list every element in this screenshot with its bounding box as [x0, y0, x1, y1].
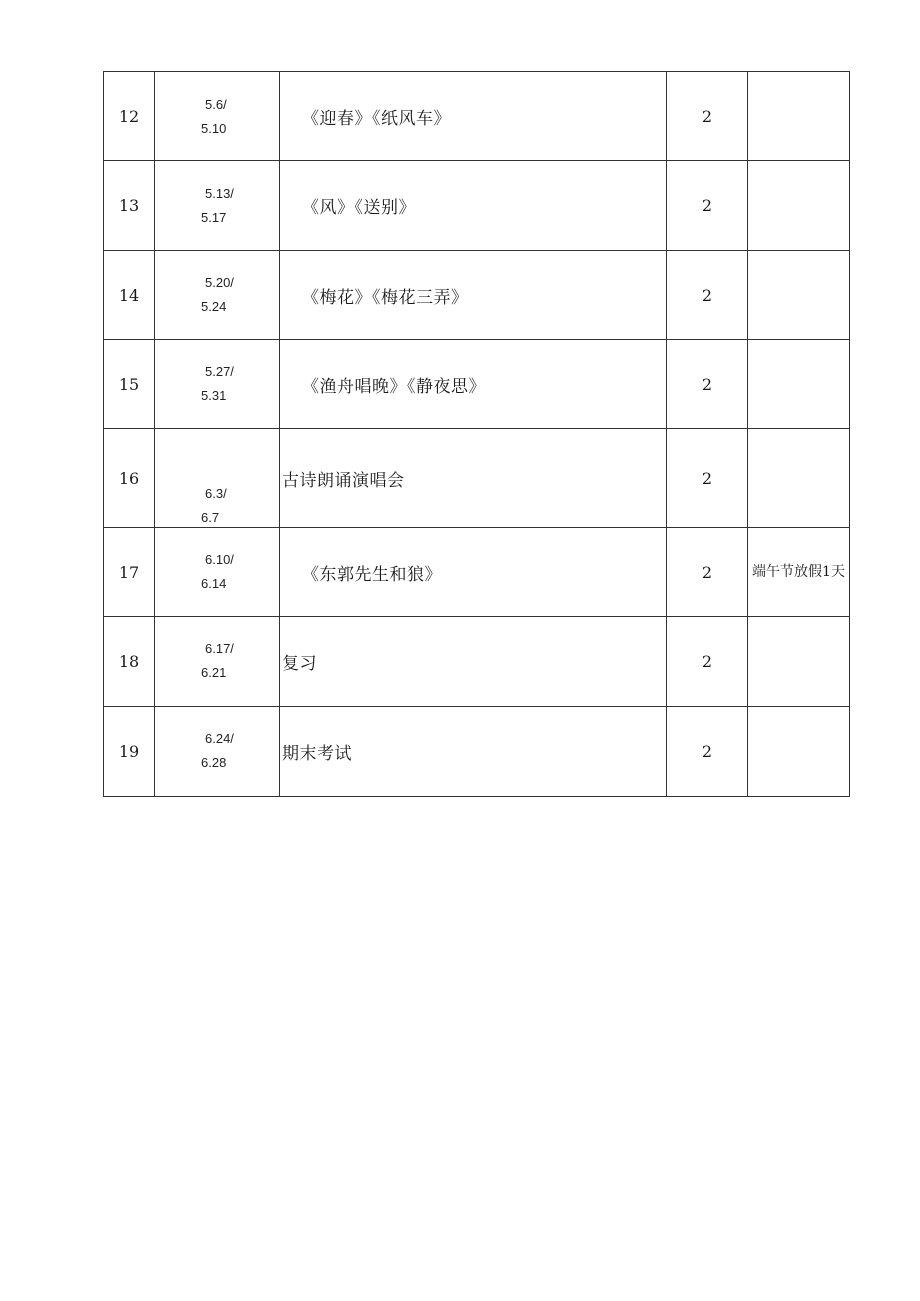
table-row — [104, 528, 850, 617]
week-number: 15 — [104, 340, 155, 429]
date-start: 6.24/ — [205, 731, 234, 746]
date-range — [155, 429, 280, 528]
week-number: 14 — [104, 251, 155, 340]
date-range — [155, 528, 280, 617]
lesson-note — [748, 707, 850, 797]
table-row — [104, 707, 850, 797]
date-end: 6.14 — [201, 576, 227, 591]
date-start: 6.10/ — [205, 552, 234, 567]
date-start: 6.3/ — [205, 486, 227, 501]
lesson-note — [748, 340, 850, 429]
date-start: 5.13/ — [205, 186, 234, 201]
lesson-content: 期末考试 — [280, 707, 667, 797]
week-number: 16 — [104, 429, 155, 528]
date-range — [155, 707, 280, 797]
table-row — [104, 429, 850, 528]
date-start: 5.6/ — [205, 97, 227, 112]
lesson-note — [748, 617, 850, 707]
date-start: 5.27/ — [205, 364, 234, 379]
date-range — [155, 617, 280, 707]
date-range — [155, 251, 280, 340]
week-number: 12 — [104, 72, 155, 161]
lesson-content: 《梅花》《梅花三弄》 — [280, 251, 667, 340]
lesson-content: 《迎春》《纸风车》 — [280, 72, 667, 161]
week-number: 13 — [104, 161, 155, 251]
date-end: 6.7 — [201, 510, 220, 525]
lesson-content: 复习 — [280, 617, 667, 707]
date-range — [155, 72, 280, 161]
lesson-hours: 2 — [667, 528, 748, 617]
week-number: 18 — [104, 617, 155, 707]
date-start: 6.17/ — [205, 641, 234, 656]
date-end: 5.31 — [201, 388, 227, 403]
lesson-hours: 2 — [667, 429, 748, 528]
lesson-note — [748, 72, 850, 161]
date-end: 6.21 — [201, 665, 227, 680]
lesson-note — [748, 429, 850, 528]
date-range — [155, 340, 280, 429]
table-row — [104, 161, 850, 251]
lesson-hours: 2 — [667, 617, 748, 707]
lesson-hours: 2 — [667, 707, 748, 797]
lesson-content: 《渔舟唱晚》《静夜思》 — [280, 340, 667, 429]
date-range — [155, 161, 280, 251]
lesson-content: 《风》《送别》 — [280, 161, 667, 251]
date-end: 5.17 — [201, 210, 227, 225]
lesson-hours: 2 — [667, 251, 748, 340]
week-number: 19 — [104, 707, 155, 797]
date-end: 5.24 — [201, 299, 227, 314]
table-row — [104, 617, 850, 707]
lesson-note: 端午节放假1天 — [748, 528, 850, 617]
lesson-note — [748, 161, 850, 251]
date-start: 5.20/ — [205, 275, 234, 290]
table-row — [104, 72, 850, 161]
lesson-hours: 2 — [667, 340, 748, 429]
lesson-content: 古诗朗诵演唱会 — [280, 429, 667, 528]
date-end: 5.10 — [201, 121, 227, 136]
lesson-content: 《东郭先生和狼》 — [280, 528, 667, 617]
date-end: 6.28 — [201, 755, 227, 770]
lesson-hours: 2 — [667, 72, 748, 161]
table-row — [104, 340, 850, 429]
table-row — [104, 251, 850, 340]
lesson-note — [748, 251, 850, 340]
lesson-hours: 2 — [667, 161, 748, 251]
week-number: 17 — [104, 528, 155, 617]
schedule-table — [103, 71, 850, 797]
